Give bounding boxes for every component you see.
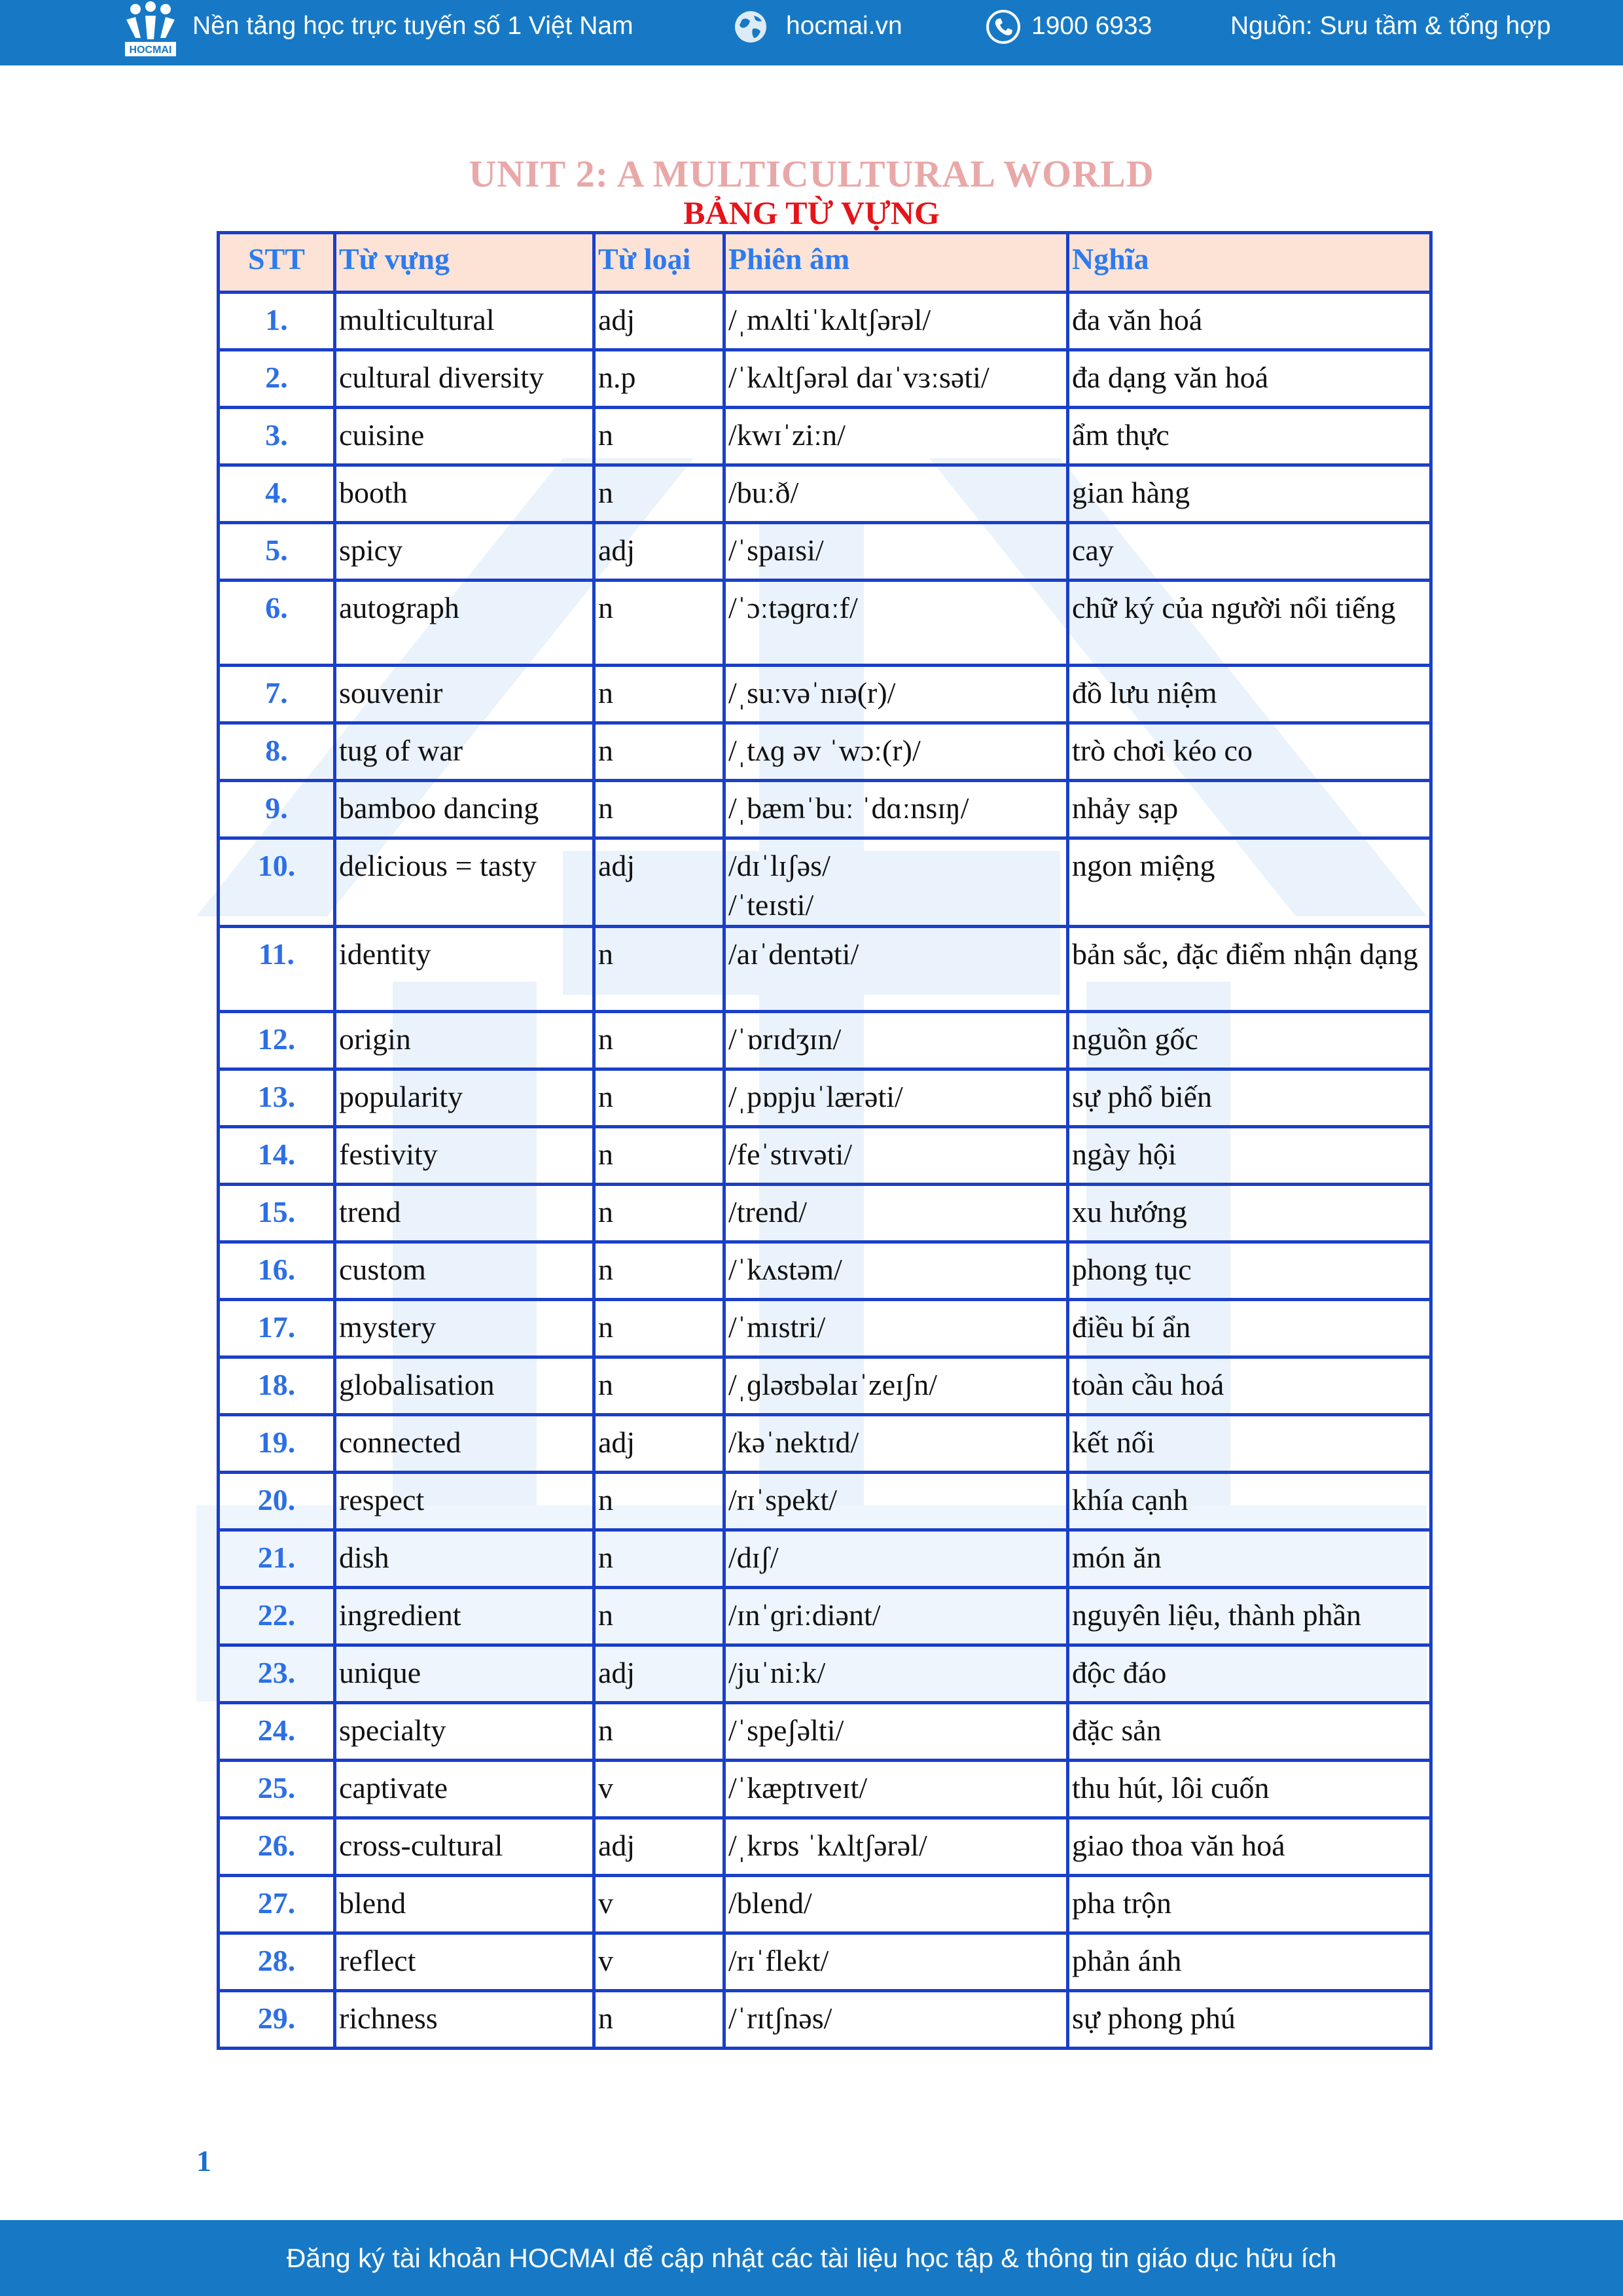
row-number: 14.: [219, 1127, 335, 1185]
ipa-cell: /ˈkʌstəm/: [724, 1242, 1068, 1300]
word-type-cell: n.p: [594, 350, 724, 408]
row-number: 20.: [219, 1473, 335, 1530]
row-number: 7.: [219, 666, 335, 723]
table-row: [219, 408, 1431, 465]
ipa-cell: /rɪˈflekt/: [724, 1933, 1068, 1991]
word-cell: reflect: [335, 1933, 594, 1991]
column-header-word: Từ vựng: [335, 233, 594, 293]
table-row: [219, 1933, 1431, 1991]
word-type-cell: v: [594, 1761, 724, 1818]
word-type-cell: n: [594, 1127, 724, 1185]
word-type-cell: n: [594, 1069, 724, 1127]
source-note: Nguồn: Sưu tầm & tổng hợp: [1230, 12, 1551, 40]
meaning-cell: gian hàng: [1068, 465, 1431, 523]
ipa-cell: /ˈɔːtəɡrɑːf/: [724, 581, 1068, 666]
table-row: [219, 1415, 1431, 1473]
word-cell: blend: [335, 1876, 594, 1933]
word-type-cell: adj: [594, 1645, 724, 1703]
word-type-cell: n: [594, 1703, 724, 1761]
row-number: 21.: [219, 1530, 335, 1588]
word-cell: cross-cultural: [335, 1818, 594, 1876]
word-cell: captivate: [335, 1761, 594, 1818]
row-number: 24.: [219, 1703, 335, 1761]
document-subtitle: BẢNG TỪ VỰNG: [683, 194, 940, 231]
word-type-cell: n: [594, 1357, 724, 1415]
row-number: 2.: [219, 350, 335, 408]
row-number: 22.: [219, 1588, 335, 1645]
row-number: 16.: [219, 1242, 335, 1300]
word-cell: trend: [335, 1185, 594, 1242]
word-cell: origin: [335, 1012, 594, 1069]
column-header-meaning: Nghĩa: [1068, 233, 1431, 293]
table-row: [219, 723, 1431, 781]
word-cell: respect: [335, 1473, 594, 1530]
word-type-cell: n: [594, 1185, 724, 1242]
ipa-cell: /ˌpɒpjuˈlærəti/: [724, 1069, 1068, 1127]
row-number: 10.: [219, 838, 335, 927]
meaning-cell: chữ ký của người nổi tiếng: [1068, 581, 1431, 666]
word-cell: festivity: [335, 1127, 594, 1185]
word-type-cell: n: [594, 1991, 724, 2049]
row-number: 25.: [219, 1761, 335, 1818]
word-cell: connected: [335, 1415, 594, 1473]
meaning-cell: sự phong phú: [1068, 1991, 1431, 2049]
word-cell: cuisine: [335, 408, 594, 465]
table-row: [219, 1876, 1431, 1933]
table-row: [219, 1703, 1431, 1761]
word-type-cell: v: [594, 1933, 724, 1991]
table-row: [219, 1818, 1431, 1876]
ipa-cell: /ˈkæptɪveɪt/: [724, 1761, 1068, 1818]
column-header-stt: STT: [219, 233, 335, 293]
word-type-cell: adj: [594, 293, 724, 350]
word-cell: mystery: [335, 1300, 594, 1357]
meaning-cell: sự phổ biến: [1068, 1069, 1431, 1127]
table-row: [219, 350, 1431, 408]
word-type-cell: n: [594, 581, 724, 666]
meaning-cell: kết nối: [1068, 1415, 1431, 1473]
meaning-cell: ẩm thực: [1068, 408, 1431, 465]
word-type-cell: n: [594, 408, 724, 465]
table-row: [219, 1991, 1431, 2049]
word-cell: dish: [335, 1530, 594, 1588]
row-number: 23.: [219, 1645, 335, 1703]
word-cell: specialty: [335, 1703, 594, 1761]
word-cell: custom: [335, 1242, 594, 1300]
meaning-cell: phản ánh: [1068, 1933, 1431, 1991]
ipa-cell: /feˈstɪvəti/: [724, 1127, 1068, 1185]
word-cell: spicy: [335, 523, 594, 581]
meaning-cell: đa dạng văn hoá: [1068, 350, 1431, 408]
ipa-cell: /kwɪˈziːn/: [724, 408, 1068, 465]
table-row: [219, 666, 1431, 723]
ipa-cell: /ˈspeʃəlti/: [724, 1703, 1068, 1761]
word-type-cell: v: [594, 1876, 724, 1933]
meaning-cell: độc đáo: [1068, 1645, 1431, 1703]
meaning-cell: điều bí ẩn: [1068, 1300, 1431, 1357]
table-row: [219, 523, 1431, 581]
ipa-line: /dɪˈlɪʃəs/: [728, 849, 830, 882]
row-number: 9.: [219, 781, 335, 838]
ipa-cell: [724, 838, 1068, 927]
meaning-cell: giao thoa văn hoá: [1068, 1818, 1431, 1876]
word-type-cell: adj: [594, 838, 724, 927]
word-type-cell: n: [594, 465, 724, 523]
word-cell: identity: [335, 927, 594, 1012]
row-number: 5.: [219, 523, 335, 581]
table-row: [219, 1242, 1431, 1300]
word-type-cell: adj: [594, 1818, 724, 1876]
meaning-cell: cay: [1068, 523, 1431, 581]
word-cell: unique: [335, 1645, 594, 1703]
meaning-cell: nguồn gốc: [1068, 1012, 1431, 1069]
word-type-cell: n: [594, 1530, 724, 1588]
page-number: 1: [196, 2144, 211, 2178]
hocmai-logo: [121, 0, 180, 60]
row-number: 27.: [219, 1876, 335, 1933]
globe-icon: [733, 9, 768, 45]
ipa-cell: /ˌsuːvəˈnɪə(r)/: [724, 666, 1068, 723]
logo-text: HOCMAI: [129, 45, 172, 56]
website-link[interactable]: hocmai.vn: [786, 12, 902, 40]
ipa-cell: /ˈrɪtʃnəs/: [724, 1991, 1068, 2049]
meaning-cell: xu hướng: [1068, 1185, 1431, 1242]
row-number: 26.: [219, 1818, 335, 1876]
ipa-cell: /ˈspaɪsi/: [724, 523, 1068, 581]
table-row: [219, 465, 1431, 523]
table-row: [219, 1127, 1431, 1185]
word-cell: bamboo dancing: [335, 781, 594, 838]
ipa-cell: /rɪˈspekt/: [724, 1473, 1068, 1530]
ipa-cell: /ˌbæmˈbuː ˈdɑːnsɪŋ/: [724, 781, 1068, 838]
row-number: 1.: [219, 293, 335, 350]
footer-text[interactable]: Đăng ký tài khoản HOCMAI để cập nhật các tài liệu học tập & thông tin giáo dục hữu ích: [286, 2243, 1337, 2273]
table-row: [219, 1357, 1431, 1415]
meaning-cell: món ăn: [1068, 1530, 1431, 1588]
table-row: [219, 1185, 1431, 1242]
row-number: 8.: [219, 723, 335, 781]
row-number: 3.: [219, 408, 335, 465]
ipa-cell: /ˈkʌltʃərəl daɪˈvɜːsəti/: [724, 350, 1068, 408]
row-number: 15.: [219, 1185, 335, 1242]
word-type-cell: n: [594, 666, 724, 723]
word-cell: autograph: [335, 581, 594, 666]
document-title: UNIT 2: A MULTICULTURAL WORLD: [469, 152, 1154, 195]
ipa-cell: /buːð/: [724, 465, 1068, 523]
ipa-cell: /kəˈnektɪd/: [724, 1415, 1068, 1473]
row-number: 19.: [219, 1415, 335, 1473]
word-type-cell: n: [594, 1012, 724, 1069]
ipa-cell: /ˌmʌltiˈkʌltʃərəl/: [724, 293, 1068, 350]
word-type-cell: adj: [594, 1415, 724, 1473]
ipa-cell: /dɪʃ/: [724, 1530, 1068, 1588]
meaning-cell: phong tục: [1068, 1242, 1431, 1300]
row-number: 12.: [219, 1012, 335, 1069]
word-cell: multicultural: [335, 293, 594, 350]
row-number: 4.: [219, 465, 335, 523]
table-row: [219, 1588, 1431, 1645]
table-row: [219, 1300, 1431, 1357]
vocabulary-table: [217, 231, 1433, 2050]
row-number: 17.: [219, 1300, 335, 1357]
word-cell: popularity: [335, 1069, 594, 1127]
column-header-type: Từ loại: [594, 233, 724, 293]
word-cell: richness: [335, 1991, 594, 2049]
meaning-cell: bản sắc, đặc điểm nhận dạng: [1068, 927, 1431, 1012]
meaning-cell: đặc sản: [1068, 1703, 1431, 1761]
table-row: [219, 838, 1431, 927]
row-number: 18.: [219, 1357, 335, 1415]
top-banner: [0, 0, 1623, 65]
row-number: 28.: [219, 1933, 335, 1991]
word-type-cell: n: [594, 723, 724, 781]
meaning-cell: thu hút, lôi cuốn: [1068, 1761, 1431, 1818]
table-row: [219, 293, 1431, 350]
word-cell: booth: [335, 465, 594, 523]
table-row: [219, 1473, 1431, 1530]
table-row: [219, 927, 1431, 1012]
table-row: [219, 781, 1431, 838]
ipa-cell: /ɪnˈɡriːdiənt/: [724, 1588, 1068, 1645]
row-number: 11.: [219, 927, 335, 1012]
word-cell: tug of war: [335, 723, 594, 781]
word-type-cell: n: [594, 1242, 724, 1300]
word-cell: cultural diversity: [335, 350, 594, 408]
ipa-cell: /ˌkrɒs ˈkʌltʃərəl/: [724, 1818, 1068, 1876]
table-row: [219, 1761, 1431, 1818]
meaning-cell: khía cạnh: [1068, 1473, 1431, 1530]
meaning-cell: ngon miệng: [1068, 838, 1431, 927]
meaning-cell: đồ lưu niệm: [1068, 666, 1431, 723]
meaning-cell: pha trộn: [1068, 1876, 1431, 1933]
bottom-banner: [0, 2220, 1623, 2296]
table-row: [219, 581, 1431, 666]
phone-number[interactable]: 1900 6933: [1031, 12, 1152, 40]
word-type-cell: adj: [594, 523, 724, 581]
table-header-row: [219, 233, 1431, 293]
ipa-cell: /blend/: [724, 1876, 1068, 1933]
word-type-cell: n: [594, 1300, 724, 1357]
ipa-cell: /juˈniːk/: [724, 1645, 1068, 1703]
ipa-cell: /ˌɡləʊbəlaɪˈzeɪʃn/: [724, 1357, 1068, 1415]
meaning-cell: đa văn hoá: [1068, 293, 1431, 350]
word-type-cell: n: [594, 1473, 724, 1530]
table-row: [219, 1645, 1431, 1703]
word-type-cell: n: [594, 1588, 724, 1645]
meaning-cell: trò chơi kéo co: [1068, 723, 1431, 781]
word-cell: globalisation: [335, 1357, 594, 1415]
word-cell: delicious = tasty: [335, 838, 594, 927]
phone-icon: [986, 9, 1021, 45]
ipa-cell: /ˈɒrɪdʒɪn/: [724, 1012, 1068, 1069]
word-cell: ingredient: [335, 1588, 594, 1645]
row-number: 13.: [219, 1069, 335, 1127]
table-row: [219, 1012, 1431, 1069]
tagline: Nền tảng học trực tuyến số 1 Việt Nam: [192, 12, 633, 40]
row-number: 29.: [219, 1991, 335, 2049]
ipa-cell: /ˌtʌɡ əv ˈwɔː(r)/: [724, 723, 1068, 781]
column-header-ipa: Phiên âm: [724, 233, 1068, 293]
row-number: 6.: [219, 581, 335, 666]
table-row: [219, 1530, 1431, 1588]
ipa-cell: /aɪˈdentəti/: [724, 927, 1068, 1012]
table-row: [219, 1069, 1431, 1127]
ipa-cell: /ˈmɪstri/: [724, 1300, 1068, 1357]
meaning-cell: toàn cầu hoá: [1068, 1357, 1431, 1415]
ipa-cell: /trend/: [724, 1185, 1068, 1242]
word-type-cell: n: [594, 927, 724, 1012]
meaning-cell: nguyên liệu, thành phần: [1068, 1588, 1431, 1645]
word-cell: souvenir: [335, 666, 594, 723]
meaning-cell: ngày hội: [1068, 1127, 1431, 1185]
ipa-line-2: /ˈteɪsti/: [728, 888, 814, 922]
meaning-cell: nhảy sạp: [1068, 781, 1431, 838]
word-type-cell: n: [594, 781, 724, 838]
